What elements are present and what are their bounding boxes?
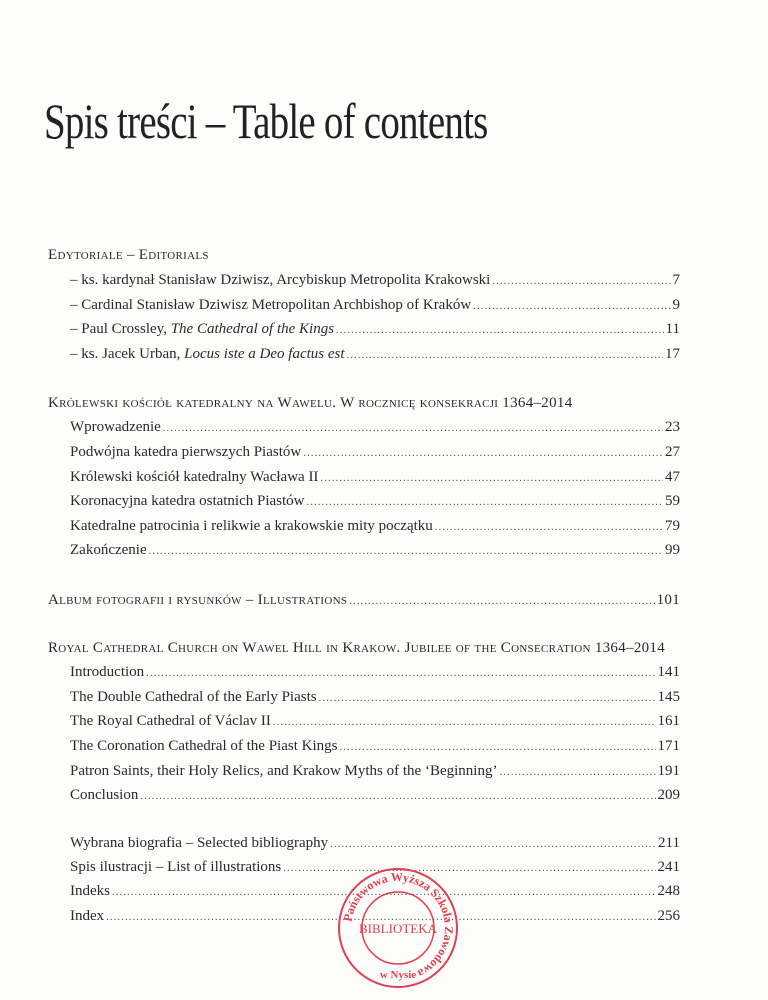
entry-text: Spis ilustracji – List of illustrations [70,859,282,875]
dot-leader [319,688,656,708]
stamp-center-text: BIBLIOTEKA [359,921,437,936]
page-number: 7 [672,272,680,288]
entry-title [70,736,337,756]
entry-title [70,881,110,901]
entry-title [70,785,138,805]
entry-title [70,761,497,781]
entry-text: Conclusion [70,787,139,803]
entry-text: Koronacyjna katedra ostatnich Piastów [70,493,305,509]
entry-text: – Cardinal Stanisław Dziwisz Metropolitan Archbishop of Kraków [70,297,472,313]
toc-entry[interactable] [70,516,680,536]
entry-title [70,442,301,462]
entry-title [70,540,147,560]
page-number: 101 [656,592,680,608]
toc-entry[interactable] [70,417,680,437]
entry-text: Introduction [70,664,145,680]
dot-leader [349,591,654,611]
entry-text: Wprowadzenie [70,419,161,435]
toc-entry[interactable] [70,467,680,487]
page-number: 47 [665,469,680,485]
dot-leader [149,541,663,561]
entry-title [48,245,209,265]
dot-leader [146,663,655,683]
entry-title [48,590,347,610]
toc-entry[interactable] [70,687,680,707]
toc-entry[interactable] [70,662,680,682]
page-number: 11 [665,321,680,337]
section-heading[interactable] [48,245,680,265]
entry-text: The Royal Cathedral of Václav II [70,713,271,729]
entry-text: Indeks [70,883,110,899]
page-number: 17 [665,346,680,362]
dot-leader [320,468,663,488]
entry-title [70,906,104,926]
entry-title [48,393,573,413]
page-number: 191 [657,763,680,779]
entry-title [70,662,144,682]
entry-text: Królewski kościół katedralny Wacława II [70,469,319,485]
entry-text: Zakończenie [70,542,147,558]
dot-leader [330,834,656,854]
entry-title [70,833,328,853]
page-number: 241 [657,859,680,875]
page-number: 211 [658,835,680,851]
page-number: 161 [657,713,680,729]
entry-title [70,687,317,707]
page-number: 256 [657,908,680,924]
page-number: 209 [657,787,680,803]
page-number: 171 [657,738,680,754]
entry-title [70,270,490,290]
page-number: 145 [657,689,680,705]
page-number: 27 [665,444,680,460]
dot-leader [339,737,655,757]
entry-text: Patron Saints, their Holy Relics, and Krakow Myths of the ‘Beginning’ [70,763,498,779]
dot-leader [473,296,670,316]
entry-title [70,516,433,536]
entry-italic-title: The Cathedral of the Kings [170,321,335,337]
dot-leader [336,320,664,340]
dot-leader [435,517,663,537]
entry-text: – ks. Jacek Urban, [70,346,185,362]
entry-title [70,344,345,364]
dot-leader [163,418,663,438]
toc-entry[interactable] [70,491,680,511]
entry-title [70,467,318,487]
entry-title [48,638,665,658]
section-heading[interactable] [48,393,680,413]
page-number: 79 [665,518,680,534]
toc-entry[interactable] [70,295,680,315]
page-number: 23 [665,419,680,435]
entry-text: The Double Cathedral of the Early Piasts [70,689,317,705]
entry-italic-title: Locus iste a Deo factus est [184,346,345,362]
entry-text: – Paul Crossley, [70,321,171,337]
dot-leader [307,492,663,512]
toc-entry[interactable] [70,344,680,364]
page-title: Spis treści – Table of contents [44,93,488,149]
entry-title [70,417,161,437]
entry-text: Royal Cathedral Church on Wawel Hill in Krakow. Jubilee of the Consecration 1364–2014 [48,640,666,656]
page-number: 141 [657,664,680,680]
toc-entry[interactable] [70,761,680,781]
toc-entry[interactable] [70,711,680,731]
section-heading[interactable] [48,590,680,610]
entry-text: – ks. kardynał Stanisław Dziwisz, Arcybiskup Metropolita Krakowski [70,272,491,288]
dot-leader [499,762,655,782]
library-stamp [336,866,460,990]
stamp-bottom-text: w Nysie [379,969,417,981]
stamp-ring-text: Państwowa Wyższa Szkoła Zawodowa [340,869,457,981]
entry-title [70,491,305,511]
entry-text: Index [70,908,105,924]
dot-leader [273,712,656,732]
toc-entry[interactable] [70,319,680,339]
toc-entry[interactable] [70,270,680,290]
toc-entry[interactable] [70,540,680,560]
entry-text: Podwójna katedra pierwszych Piastów [70,444,302,460]
entry-title [70,857,281,877]
entry-text: Katedralne patrocinia i relikwie a krakowskie mity początku [70,518,433,534]
entry-text: The Coronation Cathedral of the Piast Kings [70,738,338,754]
page-number: 99 [665,542,680,558]
toc-entry[interactable] [70,442,680,462]
page-number: 59 [665,493,680,509]
entry-text: Album fotografii i rysunków – Illustrations [48,592,348,608]
dot-leader [347,345,663,365]
entry-text: Edytoriale – Editorials [48,247,209,263]
dot-leader [140,786,655,806]
section-heading[interactable] [48,638,680,658]
page-number: 9 [672,297,680,313]
entry-text: Królewski kościół katedralny na Wawelu. W rocznicę konsekracji 1364–2014 [48,395,573,411]
entry-title [70,319,334,339]
toc-entry[interactable] [70,833,680,853]
entry-title [70,711,271,731]
dot-leader [303,443,663,463]
entry-text: Wybrana biografia – Selected bibliography [70,835,329,851]
toc-entry[interactable] [70,736,680,756]
page-number: 248 [657,883,680,899]
entry-title [70,295,471,315]
toc-entry[interactable] [70,785,680,805]
dot-leader [492,271,670,291]
